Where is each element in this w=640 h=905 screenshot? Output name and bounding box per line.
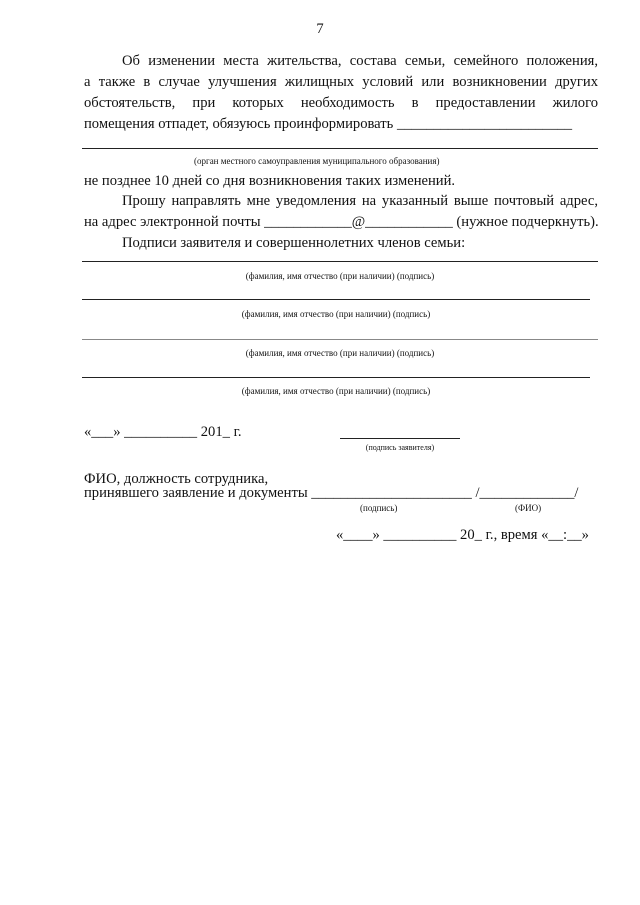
signature-caption-3: (фамилия, имя отчество (при наличии) (подпись): [245, 348, 435, 358]
applicant-signature-caption: (подпись заявителя): [365, 443, 435, 452]
notification-line-2: на адрес электронной почты ____________@____________ (нужное подчеркнуть).: [84, 214, 599, 230]
obligation-paragraph-line-2: а также в случае улучшения жилищных условий или возникновении других: [84, 74, 598, 90]
employee-label-line-2: принявшего заявление и документы ______________________ /_____________/: [84, 485, 579, 501]
signature-caption-4: (фамилия, имя отчество (при наличии) (подпись): [241, 386, 431, 396]
signature-line-3[interactable]: [82, 339, 598, 340]
signature-caption-1: (фамилия, имя отчество (при наличии) (подпись): [245, 271, 435, 281]
obligation-paragraph-line-1: Об изменении места жительства, состава семьи, семейного положения,: [122, 53, 598, 69]
receipt-date-time[interactable]: «____» __________ 20_ г., время «__:__»: [336, 527, 589, 543]
signature-line-4[interactable]: [82, 377, 590, 378]
page-number: 7: [316, 21, 324, 37]
signature-line-1[interactable]: [82, 261, 598, 262]
obligation-paragraph-line-4: помещения отпадет, обязуюсь проинформировать ________________________: [84, 116, 573, 132]
employee-signature-caption: (подпись): [360, 503, 398, 513]
obligation-paragraph-line-3: обстоятельств, при которых необходимость в предоставлении жилого: [84, 95, 598, 111]
organ-caption: (орган местного самоуправления муниципального образования): [194, 156, 440, 166]
signatures-heading: Подписи заявителя и совершеннолетних членов семьи:: [122, 235, 466, 251]
organ-name-field[interactable]: [82, 148, 598, 149]
application-date[interactable]: «___» __________ 201_ г.: [84, 424, 242, 440]
employee-fio-caption: (ФИО): [515, 503, 542, 513]
deadline-text: не позднее 10 дней со дня возникновения таких изменений.: [84, 173, 456, 189]
applicant-signature-field[interactable]: [340, 438, 460, 439]
signature-line-2[interactable]: [82, 299, 590, 300]
notification-line-1: Прошу направлять мне уведомления на указанный выше почтовый адрес,: [122, 193, 598, 209]
employee-label-line-1: ФИО, должность сотрудника,: [84, 471, 269, 487]
signature-caption-2: (фамилия, имя отчество (при наличии) (подпись): [241, 309, 431, 319]
